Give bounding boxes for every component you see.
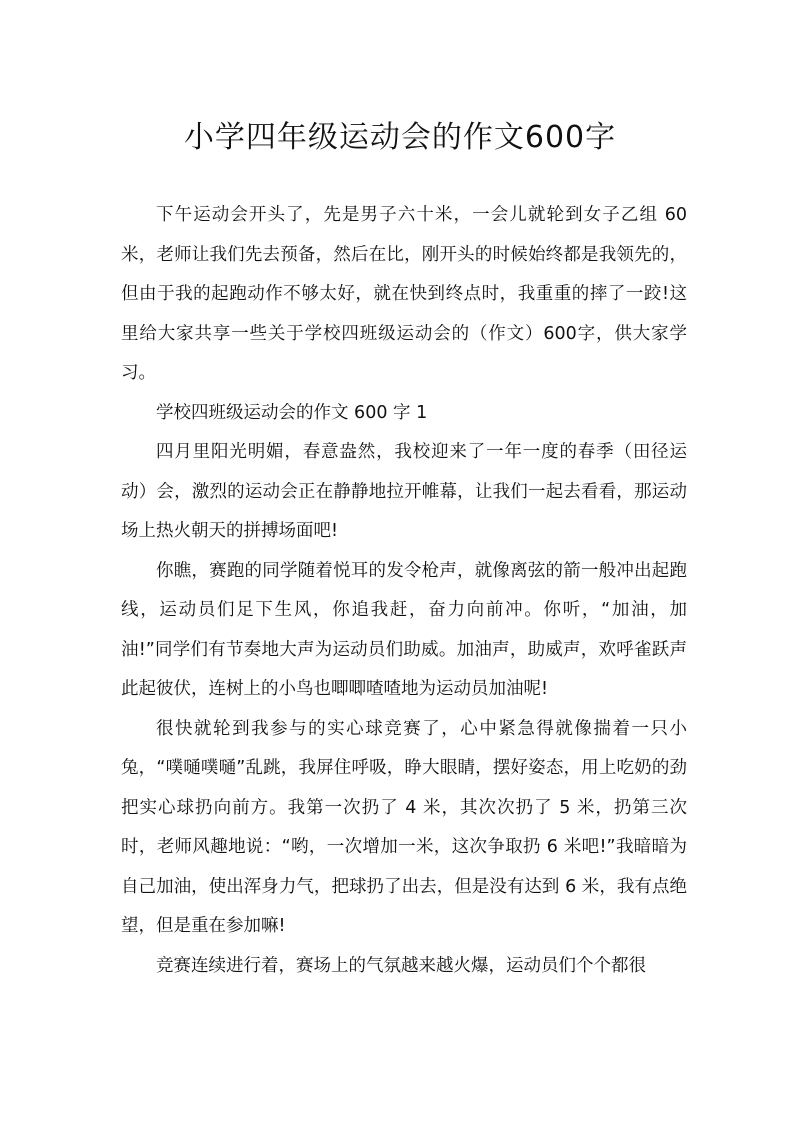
document-body	[121, 196, 687, 986]
section-heading: 学校四班级运动会的作文 600 字 1	[156, 402, 428, 423]
document-title: 小学四年级运动会的作文600字	[183, 120, 617, 155]
paragraph-intro: 下午运动会开头了，先是男子六十米，一会儿就轮到女子乙组 60 米，老师让我们先去预备，然后在比，刚开头的时候始终都是我领先的，但由于我的起跑动作不够太好，就在快到终点时，我重重的摔了一跤!这里给大家共享一些关于学校四班级运动会的（作文）600字，供大家学习。	[121, 205, 687, 383]
paragraph-1: 四月里阳光明媚，春意盎然，我校迎来了一年一度的春季（田径运动）会，激烈的运动会正在静静地拉开帷幕，让我们一起去看看，那运动场上热火朝天的拼搏场面吧!	[121, 442, 687, 541]
paragraph-2: 你瞧，赛跑的同学随着悦耳的发令枪声，就像离弦的箭一般冲出起跑线，运动员们足下生风，你追我赶，奋力向前冲。你听，“加油，加油!”同学们有节奏地大声为运动员们助威。加油声，助威声，欢呼雀跃声此起彼伏，连树上的小鸟也唧唧喳喳地为运动员加油呢!	[121, 560, 687, 699]
paragraph-3: 很快就轮到我参与的实心球竞赛了，心中紧急得就像揣着一只小兔，“噗嗵噗嗵”乱跳，我屏住呼吸，睁大眼睛，摆好姿态，用上吃奶的劲把实心球扔向前方。我第一次扔了 4 米，其次次扔了 5 米，扔第三次时，老师风趣地说：“哟，一次增加一米，这次争取扔 6 米吧!”我暗暗为自己加油，使出浑身力气，把球扔了出去，但是没有达到 6 米，我有点绝望，但是重在参加嘛!	[121, 718, 687, 936]
paragraph-4: 竞赛连续进行着，赛场上的气氛越来越火爆，运动员们个个都很	[156, 955, 646, 976]
